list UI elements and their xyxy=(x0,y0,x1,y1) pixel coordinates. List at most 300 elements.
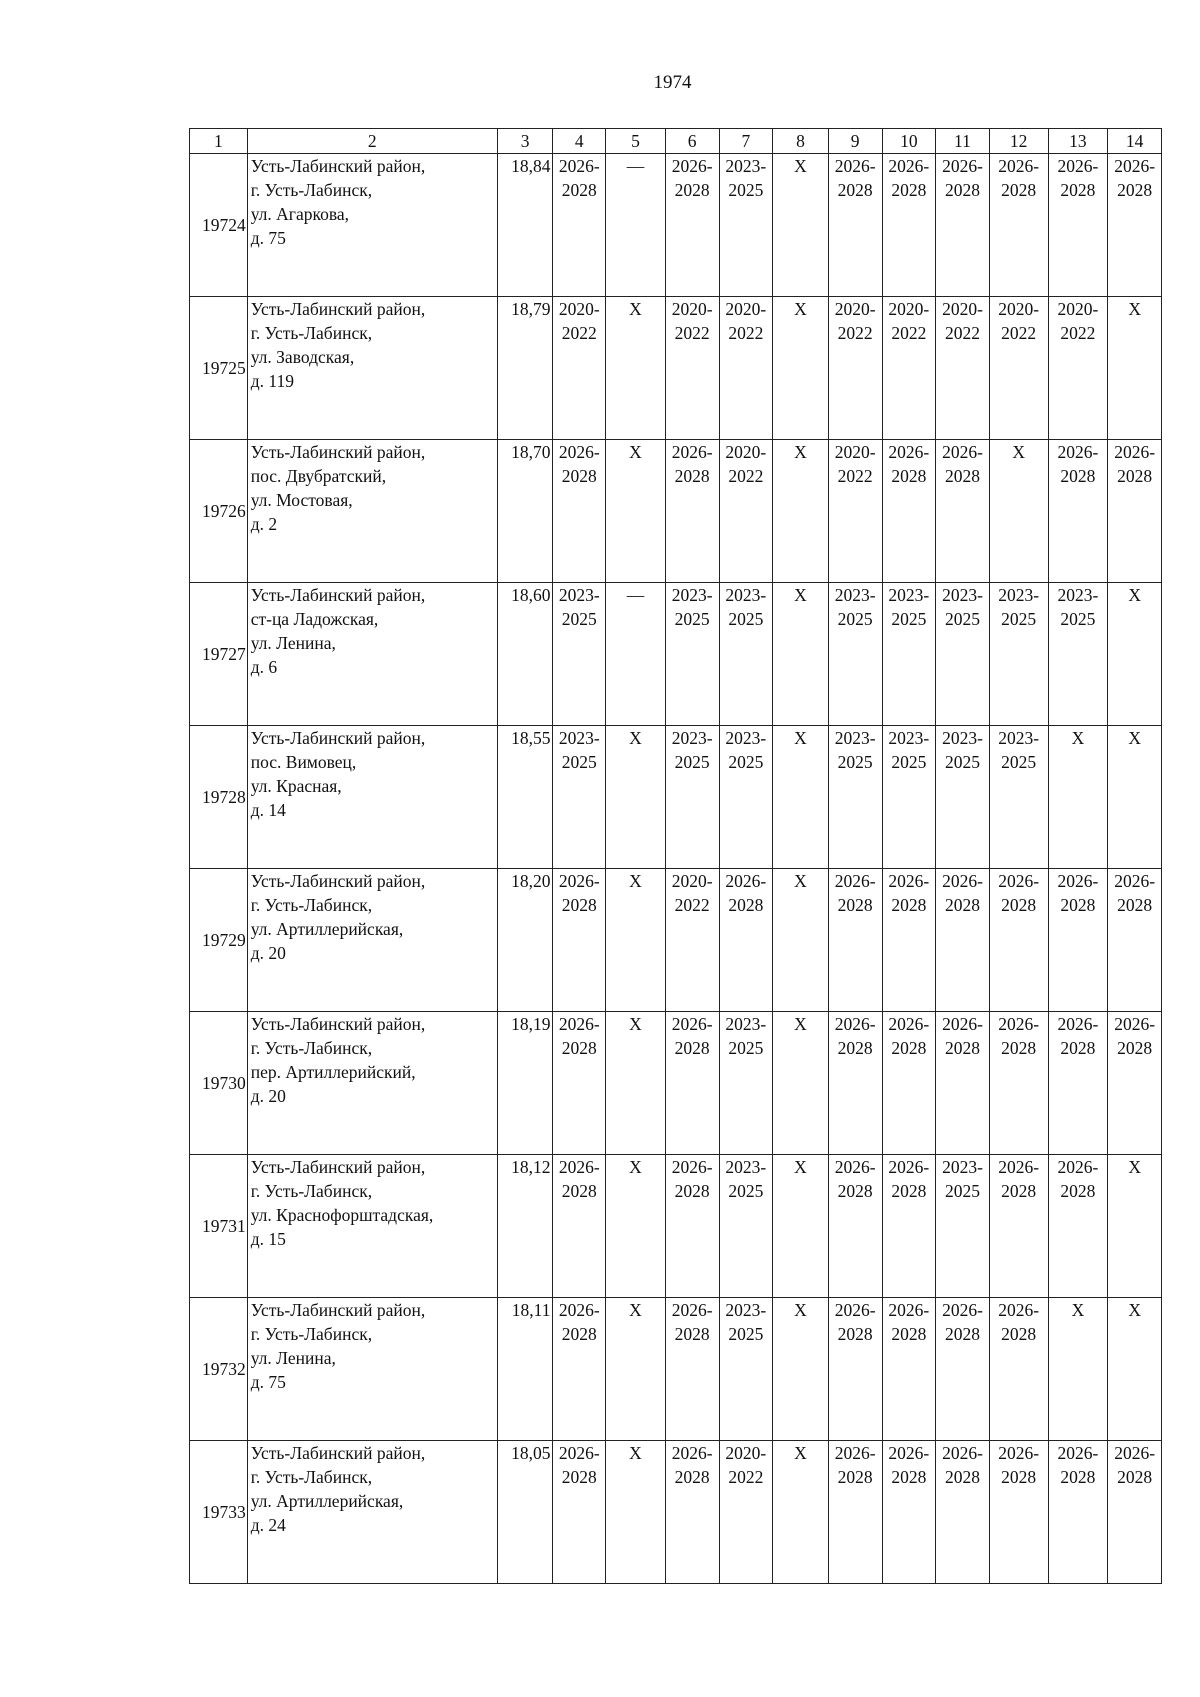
address-line: Усть-Лабинский район, xyxy=(250,156,426,176)
period-start: 2020- xyxy=(725,1443,767,1463)
period-cell-c7 xyxy=(719,1012,773,1155)
column-header-14: 14 xyxy=(1108,129,1162,154)
column-header-2: 2 xyxy=(247,129,497,154)
address-line: г. Усть-Лабинск, xyxy=(250,180,373,200)
period-cell-c7 xyxy=(719,1155,773,1298)
address-cell xyxy=(247,583,497,726)
period-end: 2028 xyxy=(561,466,597,486)
period-cell-c9 xyxy=(828,726,882,869)
period-start: 2026- xyxy=(942,442,983,462)
table-row xyxy=(190,1012,1162,1155)
column-header-5: 5 xyxy=(606,129,666,154)
address-line: Усть-Лабинский район, xyxy=(250,1443,426,1463)
period-start: 2026- xyxy=(942,1300,983,1320)
period-cell-c10 xyxy=(882,1298,936,1441)
period-cell-c11 xyxy=(936,583,990,726)
address-line: г. Усть-Лабинск, xyxy=(250,1324,373,1344)
not-applicable-mark: Х xyxy=(606,1441,666,1584)
not-applicable-mark: Х xyxy=(1108,297,1162,440)
period-cell-c11 xyxy=(936,726,990,869)
period-start: 2020- xyxy=(888,299,930,319)
period-end: 2025 xyxy=(1001,752,1037,772)
period-cell-c7 xyxy=(719,1441,773,1584)
not-applicable-mark: Х xyxy=(606,1012,666,1155)
period-start: 2026- xyxy=(1114,156,1156,176)
period-cell-c12 xyxy=(989,154,1048,297)
period-start: 2023- xyxy=(725,585,767,605)
column-header-6: 6 xyxy=(665,129,719,154)
period-cell-c13 xyxy=(1048,1012,1108,1155)
not-applicable-mark: Х xyxy=(1108,1155,1162,1298)
not-applicable-mark: Х xyxy=(773,1155,829,1298)
period-end: 2022 xyxy=(561,323,597,343)
table-row xyxy=(190,1441,1162,1584)
not-applicable-mark: Х xyxy=(606,1298,666,1441)
address-line: д. 24 xyxy=(250,1515,286,1535)
period-end: 2028 xyxy=(561,180,597,200)
period-end: 2022 xyxy=(837,323,873,343)
address-cell xyxy=(247,726,497,869)
period-end: 2028 xyxy=(674,466,710,486)
period-end: 2028 xyxy=(561,1181,597,1201)
period-cell-c12 xyxy=(989,1012,1048,1155)
period-cell-c9 xyxy=(828,1012,882,1155)
row-number: 19732 xyxy=(190,1298,248,1441)
header-row xyxy=(190,129,1162,154)
area-value: 18,11 xyxy=(497,1298,553,1441)
period-start: 2026- xyxy=(1057,1157,1099,1177)
period-end: 2022 xyxy=(1060,323,1096,343)
column-header-11: 11 xyxy=(936,129,990,154)
period-start: 2026- xyxy=(558,1157,600,1177)
period-end: 2028 xyxy=(944,1038,980,1058)
period-start: 2023- xyxy=(725,728,767,748)
period-end: 2028 xyxy=(891,895,927,915)
address-line: ст-ца Ладожская, xyxy=(250,609,379,629)
period-cell-c13 xyxy=(1048,1155,1108,1298)
period-start: 2023- xyxy=(1057,585,1099,605)
address-line: д. 2 xyxy=(250,514,278,534)
address-line: пос. Вимовец, xyxy=(250,752,357,772)
address-cell xyxy=(247,1441,497,1584)
address-line: г. Усть-Лабинск, xyxy=(250,1467,373,1487)
period-end: 2028 xyxy=(674,1181,710,1201)
period-start: 2023- xyxy=(942,728,983,748)
address-line: Усть-Лабинский район, xyxy=(250,1300,426,1320)
dash-mark: — xyxy=(606,154,666,297)
period-start: 2020- xyxy=(998,299,1040,319)
table-row xyxy=(190,1155,1162,1298)
period-cell-c6 xyxy=(665,583,719,726)
table-body xyxy=(190,154,1162,1584)
period-cell-c6 xyxy=(665,297,719,440)
period-start: 2020- xyxy=(942,299,983,319)
table-row xyxy=(190,154,1162,297)
period-cell-c10 xyxy=(882,1441,936,1584)
address-line: д. 15 xyxy=(250,1229,286,1249)
period-start: 2023- xyxy=(942,585,983,605)
period-end: 2028 xyxy=(944,895,980,915)
period-end: 2028 xyxy=(1001,1467,1037,1487)
address-line: ул. Агаркова, xyxy=(250,204,350,224)
period-cell-c12 xyxy=(989,583,1048,726)
period-start: 2026- xyxy=(888,156,930,176)
not-applicable-mark: Х xyxy=(773,154,829,297)
column-header-10: 10 xyxy=(882,129,936,154)
period-cell-c10 xyxy=(882,869,936,1012)
not-applicable-mark: Х xyxy=(1108,583,1162,726)
row-number: 19733 xyxy=(190,1441,248,1584)
period-cell-c11 xyxy=(936,1298,990,1441)
period-end: 2025 xyxy=(837,752,873,772)
period-end: 2022 xyxy=(728,323,764,343)
period-cell-c10 xyxy=(882,583,936,726)
period-cell-c6 xyxy=(665,869,719,1012)
period-start: 2023- xyxy=(998,728,1040,748)
period-end: 2022 xyxy=(891,323,927,343)
period-end: 2025 xyxy=(728,1324,764,1344)
period-start: 2026- xyxy=(1114,1443,1156,1463)
period-end: 2028 xyxy=(1001,180,1037,200)
period-cell-c6 xyxy=(665,726,719,869)
not-applicable-mark: Х xyxy=(773,1012,829,1155)
area-value: 18,12 xyxy=(497,1155,553,1298)
period-start: 2023- xyxy=(834,585,876,605)
period-cell-c4 xyxy=(553,726,606,869)
column-header-7: 7 xyxy=(719,129,773,154)
period-start: 2026- xyxy=(998,1443,1040,1463)
column-header-4: 4 xyxy=(553,129,606,154)
table-row xyxy=(190,440,1162,583)
period-cell-c14 xyxy=(1108,869,1162,1012)
period-end: 2028 xyxy=(561,1467,597,1487)
period-start: 2023- xyxy=(725,1014,767,1034)
address-line: ул. Ленина, xyxy=(250,1348,336,1368)
address-line: ул. Ленина, xyxy=(250,633,336,653)
address-line: Усть-Лабинский район, xyxy=(250,299,426,319)
period-start: 2023- xyxy=(888,585,930,605)
period-start: 2026- xyxy=(998,1157,1040,1177)
row-number: 19725 xyxy=(190,297,248,440)
period-cell-c12 xyxy=(989,726,1048,869)
address-line: ул. Артиллерийская, xyxy=(250,919,404,939)
column-header-8: 8 xyxy=(773,129,829,154)
period-end: 2022 xyxy=(837,466,873,486)
period-cell-c7 xyxy=(719,869,773,1012)
period-end: 2028 xyxy=(561,895,597,915)
period-cell-c7 xyxy=(719,297,773,440)
period-cell-c11 xyxy=(936,154,990,297)
period-cell-c6 xyxy=(665,1441,719,1584)
period-end: 2025 xyxy=(674,609,710,629)
period-cell-c9 xyxy=(828,297,882,440)
period-end: 2028 xyxy=(674,180,710,200)
period-start: 2023- xyxy=(558,728,600,748)
period-start: 2026- xyxy=(671,1157,713,1177)
period-end: 2028 xyxy=(1117,1467,1153,1487)
row-number: 19729 xyxy=(190,869,248,1012)
row-number: 19730 xyxy=(190,1012,248,1155)
area-value: 18,79 xyxy=(497,297,553,440)
not-applicable-mark: Х xyxy=(606,726,666,869)
area-value: 18,05 xyxy=(497,1441,553,1584)
period-end: 2025 xyxy=(1060,609,1096,629)
period-end: 2028 xyxy=(1060,1181,1096,1201)
column-header-1: 1 xyxy=(190,129,248,154)
not-applicable-mark: Х xyxy=(1048,1298,1108,1441)
column-header-9: 9 xyxy=(828,129,882,154)
period-cell-c4 xyxy=(553,1155,606,1298)
column-header-3: 3 xyxy=(497,129,553,154)
period-cell-c13 xyxy=(1048,154,1108,297)
period-cell-c9 xyxy=(828,1155,882,1298)
period-end: 2028 xyxy=(837,1324,873,1344)
period-end: 2028 xyxy=(944,1467,980,1487)
period-cell-c12 xyxy=(989,1155,1048,1298)
period-end: 2025 xyxy=(728,1038,764,1058)
area-value: 18,60 xyxy=(497,583,553,726)
address-cell xyxy=(247,869,497,1012)
period-cell-c7 xyxy=(719,726,773,869)
period-end: 2028 xyxy=(1060,466,1096,486)
period-start: 2026- xyxy=(1057,1443,1099,1463)
not-applicable-mark: Х xyxy=(1108,726,1162,869)
area-value: 18,70 xyxy=(497,440,553,583)
table-row xyxy=(190,1298,1162,1441)
period-end: 2028 xyxy=(891,466,927,486)
period-start: 2023- xyxy=(725,1157,767,1177)
address-line: д. 14 xyxy=(250,800,286,820)
period-start: 2023- xyxy=(998,585,1040,605)
period-start: 2020- xyxy=(1057,299,1099,319)
period-end: 2028 xyxy=(891,1181,927,1201)
address-line: г. Усть-Лабинск, xyxy=(250,1038,373,1058)
not-applicable-mark: Х xyxy=(606,869,666,1012)
period-end: 2028 xyxy=(837,180,873,200)
period-start: 2023- xyxy=(671,728,713,748)
address-line: д. 6 xyxy=(250,657,278,677)
period-end: 2028 xyxy=(944,180,980,200)
address-line: пос. Двубратский, xyxy=(250,466,387,486)
period-start: 2026- xyxy=(671,442,713,462)
not-applicable-mark: Х xyxy=(773,1298,829,1441)
period-end: 2022 xyxy=(728,1467,764,1487)
period-cell-c6 xyxy=(665,1155,719,1298)
period-cell-c7 xyxy=(719,583,773,726)
period-end: 2025 xyxy=(561,752,597,772)
page-number: 1974 xyxy=(653,72,692,93)
period-end: 2022 xyxy=(674,895,710,915)
area-value: 18,20 xyxy=(497,869,553,1012)
period-cell-c4 xyxy=(553,583,606,726)
period-cell-c4 xyxy=(553,1298,606,1441)
period-start: 2023- xyxy=(942,1157,983,1177)
period-start: 2026- xyxy=(888,442,930,462)
address-cell xyxy=(247,440,497,583)
period-end: 2025 xyxy=(728,609,764,629)
period-cell-c11 xyxy=(936,297,990,440)
period-start: 2026- xyxy=(888,871,930,891)
address-line: пер. Артиллерийский, xyxy=(250,1062,416,1082)
period-cell-c6 xyxy=(665,1298,719,1441)
period-end: 2028 xyxy=(1001,1181,1037,1201)
period-cell-c14 xyxy=(1108,1441,1162,1584)
period-end: 2028 xyxy=(837,1467,873,1487)
period-start: 2026- xyxy=(888,1157,930,1177)
period-start: 2023- xyxy=(725,1300,767,1320)
period-cell-c14 xyxy=(1108,154,1162,297)
not-applicable-mark: Х xyxy=(989,440,1048,583)
period-end: 2028 xyxy=(1060,895,1096,915)
address-line: ул. Артиллерийская, xyxy=(250,1491,404,1511)
address-line: г. Усть-Лабинск, xyxy=(250,895,373,915)
period-end: 2028 xyxy=(1001,895,1037,915)
address-line: Усть-Лабинский район, xyxy=(250,1014,426,1034)
period-end: 2028 xyxy=(891,1324,927,1344)
period-end: 2028 xyxy=(1001,1038,1037,1058)
period-end: 2028 xyxy=(944,466,980,486)
period-end: 2028 xyxy=(1117,1038,1153,1058)
address-line: Усть-Лабинский район, xyxy=(250,585,426,605)
period-start: 2026- xyxy=(558,1443,600,1463)
area-value: 18,55 xyxy=(497,726,553,869)
period-end: 2028 xyxy=(837,1181,873,1201)
address-line: ул. Заводская, xyxy=(250,347,355,367)
period-end: 2028 xyxy=(891,1467,927,1487)
period-end: 2022 xyxy=(944,323,980,343)
period-cell-c11 xyxy=(936,1155,990,1298)
address-line: г. Усть-Лабинск, xyxy=(250,1181,373,1201)
period-start: 2026- xyxy=(1057,1014,1099,1034)
row-number: 19727 xyxy=(190,583,248,726)
period-cell-c11 xyxy=(936,440,990,583)
column-header-12: 12 xyxy=(989,129,1048,154)
address-cell xyxy=(247,154,497,297)
period-end: 2028 xyxy=(1117,895,1153,915)
period-start: 2026- xyxy=(998,156,1040,176)
period-cell-c11 xyxy=(936,1012,990,1155)
period-cell-c12 xyxy=(989,1441,1048,1584)
period-start: 2026- xyxy=(834,1300,876,1320)
period-start: 2026- xyxy=(1057,871,1099,891)
dash-mark: — xyxy=(606,583,666,726)
area-value: 18,19 xyxy=(497,1012,553,1155)
period-cell-c6 xyxy=(665,440,719,583)
period-start: 2023- xyxy=(558,585,600,605)
period-start: 2023- xyxy=(725,156,767,176)
period-start: 2026- xyxy=(834,1443,876,1463)
row-number: 19726 xyxy=(190,440,248,583)
row-number: 19728 xyxy=(190,726,248,869)
period-end: 2025 xyxy=(891,609,927,629)
period-start: 2023- xyxy=(834,728,876,748)
period-start: 2026- xyxy=(671,156,713,176)
period-cell-c13 xyxy=(1048,583,1108,726)
period-start: 2026- xyxy=(834,1157,876,1177)
period-start: 2023- xyxy=(888,728,930,748)
period-start: 2026- xyxy=(998,1300,1040,1320)
column-header-13: 13 xyxy=(1048,129,1108,154)
period-start: 2020- xyxy=(558,299,600,319)
period-start: 2026- xyxy=(1114,871,1156,891)
period-cell-c7 xyxy=(719,1298,773,1441)
period-start: 2020- xyxy=(834,442,876,462)
period-cell-c14 xyxy=(1108,440,1162,583)
period-cell-c13 xyxy=(1048,869,1108,1012)
address-line: д. 75 xyxy=(250,1372,286,1392)
period-end: 2028 xyxy=(837,1038,873,1058)
period-end: 2022 xyxy=(1001,323,1037,343)
period-cell-c9 xyxy=(828,440,882,583)
period-start: 2026- xyxy=(1057,442,1099,462)
period-end: 2028 xyxy=(1060,1467,1096,1487)
period-end: 2025 xyxy=(944,609,980,629)
not-applicable-mark: Х xyxy=(773,1441,829,1584)
not-applicable-mark: Х xyxy=(773,869,829,1012)
period-cell-c12 xyxy=(989,1298,1048,1441)
period-cell-c13 xyxy=(1048,440,1108,583)
period-start: 2026- xyxy=(834,871,876,891)
period-start: 2026- xyxy=(1114,442,1156,462)
period-cell-c6 xyxy=(665,154,719,297)
registry-table xyxy=(189,128,1162,1584)
not-applicable-mark: Х xyxy=(606,1155,666,1298)
period-end: 2028 xyxy=(674,1467,710,1487)
period-start: 2026- xyxy=(1057,156,1099,176)
period-cell-c10 xyxy=(882,1012,936,1155)
period-cell-c4 xyxy=(553,1012,606,1155)
period-start: 2020- xyxy=(725,442,767,462)
period-cell-c4 xyxy=(553,297,606,440)
period-start: 2026- xyxy=(558,1014,600,1034)
period-start: 2026- xyxy=(558,1300,600,1320)
address-line: Усть-Лабинский район, xyxy=(250,728,426,748)
period-cell-c12 xyxy=(989,297,1048,440)
area-value: 18,84 xyxy=(497,154,553,297)
period-start: 2026- xyxy=(888,1300,930,1320)
period-start: 2026- xyxy=(834,156,876,176)
period-start: 2026- xyxy=(558,871,600,891)
period-cell-c4 xyxy=(553,154,606,297)
period-cell-c7 xyxy=(719,440,773,583)
period-start: 2026- xyxy=(834,1014,876,1034)
period-start: 2026- xyxy=(998,1014,1040,1034)
address-cell xyxy=(247,1012,497,1155)
period-end: 2025 xyxy=(944,1181,980,1201)
period-end: 2028 xyxy=(1117,466,1153,486)
period-cell-c4 xyxy=(553,440,606,583)
period-start: 2020- xyxy=(834,299,876,319)
period-cell-c4 xyxy=(553,1441,606,1584)
period-cell-c10 xyxy=(882,440,936,583)
period-cell-c9 xyxy=(828,1441,882,1584)
period-cell-c11 xyxy=(936,869,990,1012)
period-end: 2022 xyxy=(728,466,764,486)
address-line: д. 20 xyxy=(250,1086,286,1106)
period-cell-c9 xyxy=(828,869,882,1012)
period-start: 2026- xyxy=(558,442,600,462)
not-applicable-mark: Х xyxy=(773,583,829,726)
not-applicable-mark: Х xyxy=(1108,1298,1162,1441)
address-cell xyxy=(247,1155,497,1298)
period-end: 2028 xyxy=(944,1324,980,1344)
period-end: 2025 xyxy=(728,752,764,772)
period-end: 2025 xyxy=(891,752,927,772)
period-end: 2025 xyxy=(944,752,980,772)
period-start: 2026- xyxy=(725,871,767,891)
period-cell-c10 xyxy=(882,297,936,440)
period-cell-c10 xyxy=(882,726,936,869)
